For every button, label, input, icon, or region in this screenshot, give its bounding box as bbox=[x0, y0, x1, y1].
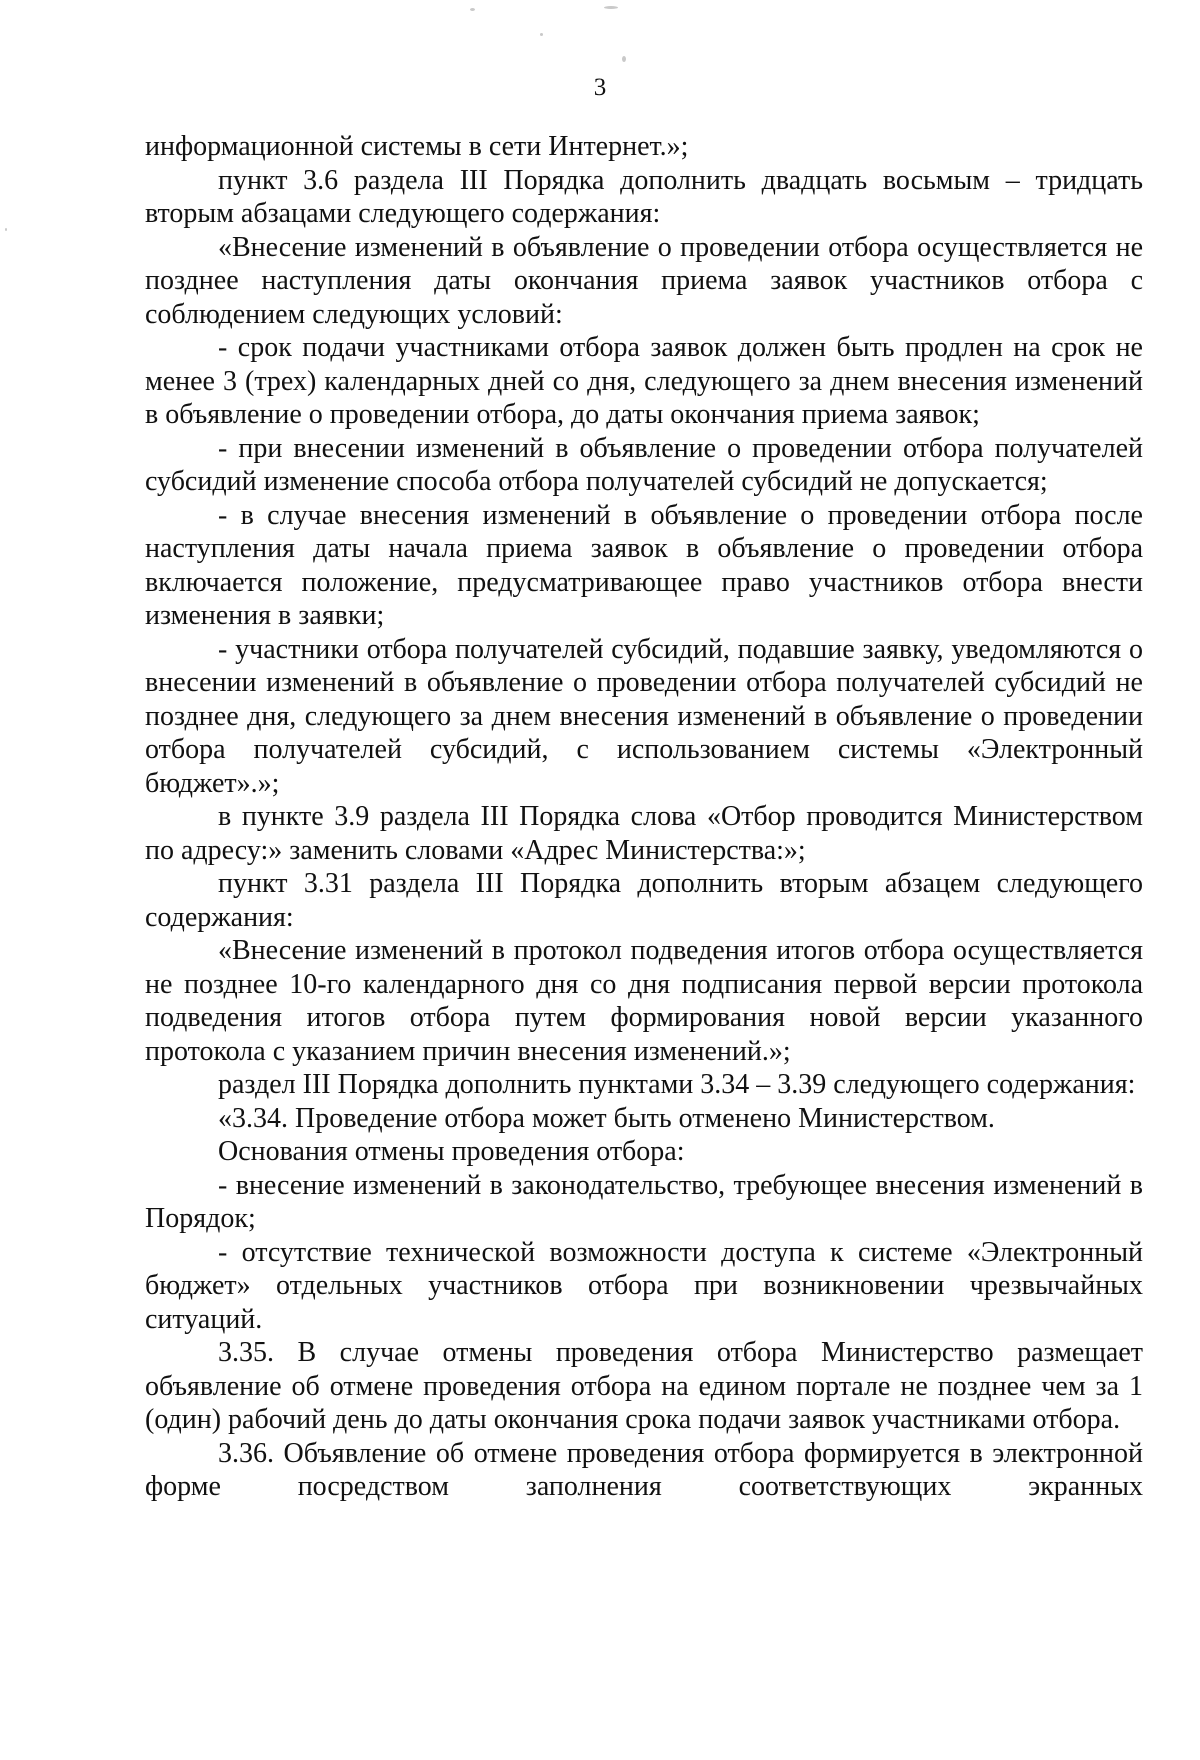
paragraph: - срок подачи участниками отбора заявок должен быть продлен на срок не менее 3 (трех) календарных дней со дня, следующего за днем внесения изменений в объявление о проведении отбора, до даты окончания приема заявок; bbox=[145, 332, 1143, 430]
paragraph: Основания отмены проведения отбора: bbox=[218, 1136, 685, 1167]
scan-speck bbox=[5, 228, 7, 231]
scan-speck bbox=[470, 8, 475, 11]
scan-speck bbox=[622, 56, 626, 62]
paragraph: - в случае внесения изменений в объявление о проведении отбора после наступления даты начала приема заявок в объявление о проведении отбора включается положение, предусматривающее право участников отбора внести изменения в заявки; bbox=[145, 499, 1143, 631]
scan-speck bbox=[604, 6, 618, 9]
paragraph: 3.36. Объявление об отмене проведения отбора формируется в электронной форме посредством заполнения соответствующих экранных bbox=[145, 1437, 1143, 1502]
paragraph: - отсутствие технической возможности доступа к системе «Электронный бюджет» отдельных участников отбора при возникновении чрезвычайных ситуаций. bbox=[145, 1236, 1143, 1335]
paragraph: - внесение изменений в законодательство, требующее внесения изменений в Порядок; bbox=[145, 1169, 1143, 1234]
paragraph: «Внесение изменений в объявление о проведении отбора осуществляется не позднее наступления даты окончания приема заявок участников отбора с соблюдением следующих условий: bbox=[145, 231, 1143, 330]
scan-speck bbox=[540, 33, 543, 36]
paragraph: раздел III Порядка дополнить пунктами 3.34 – 3.39 следующего содержания: bbox=[218, 1069, 1136, 1100]
paragraph: в пункте 3.9 раздела III Порядка слова «Отбор проводится Министерством по адресу:» заменить словами «Адрес Министерства:»; bbox=[145, 801, 1143, 866]
paragraph: пункт 3.6 раздела III Порядка дополнить двадцать восьмым – тридцать вторым абзацами следующего содержания: bbox=[145, 164, 1143, 229]
paragraph: пункт 3.31 раздела III Порядка дополнить вторым абзацем следующего содержания: bbox=[145, 868, 1143, 933]
paragraph: «3.34. Проведение отбора может быть отменено Министерством. bbox=[218, 1102, 995, 1134]
paragraph: - участники отбора получателей субсидий, подавшие заявку, уведомляются о внесении изменений в объявление о проведении отбора получателей субсидий не позднее дня, следующего за днем внесения изменений в объявление о проведении отбора получателей субсидий, с использованием системы «Электронный бюджет».»; bbox=[145, 633, 1143, 799]
paragraph: - при внесении изменений в объявление о проведении отбора получателей субсидий изменение способа отбора получателей субсидий не допускается; bbox=[145, 432, 1143, 497]
paragraph: 3.35. В случае отмены проведения отбора Министерство размещает объявление об отмене проведения отбора на едином портале не позднее чем за 1 (один) рабочий день до даты окончания срока подачи заявок участниками отбора. bbox=[145, 1337, 1143, 1435]
paragraph: информационной системы в сети Интернет.»; bbox=[145, 131, 689, 162]
paragraph: «Внесение изменений в протокол подведения итогов отбора осуществляется не позднее 10-го календарного дня со дня подписания первой версии протокола подведения итогов отбора путем формирования новой версии указанного протокола с указанием причин внесения изменений.»; bbox=[145, 935, 1143, 1067]
page-number: 3 bbox=[593, 74, 607, 101]
document-body bbox=[145, 130, 1143, 1504]
